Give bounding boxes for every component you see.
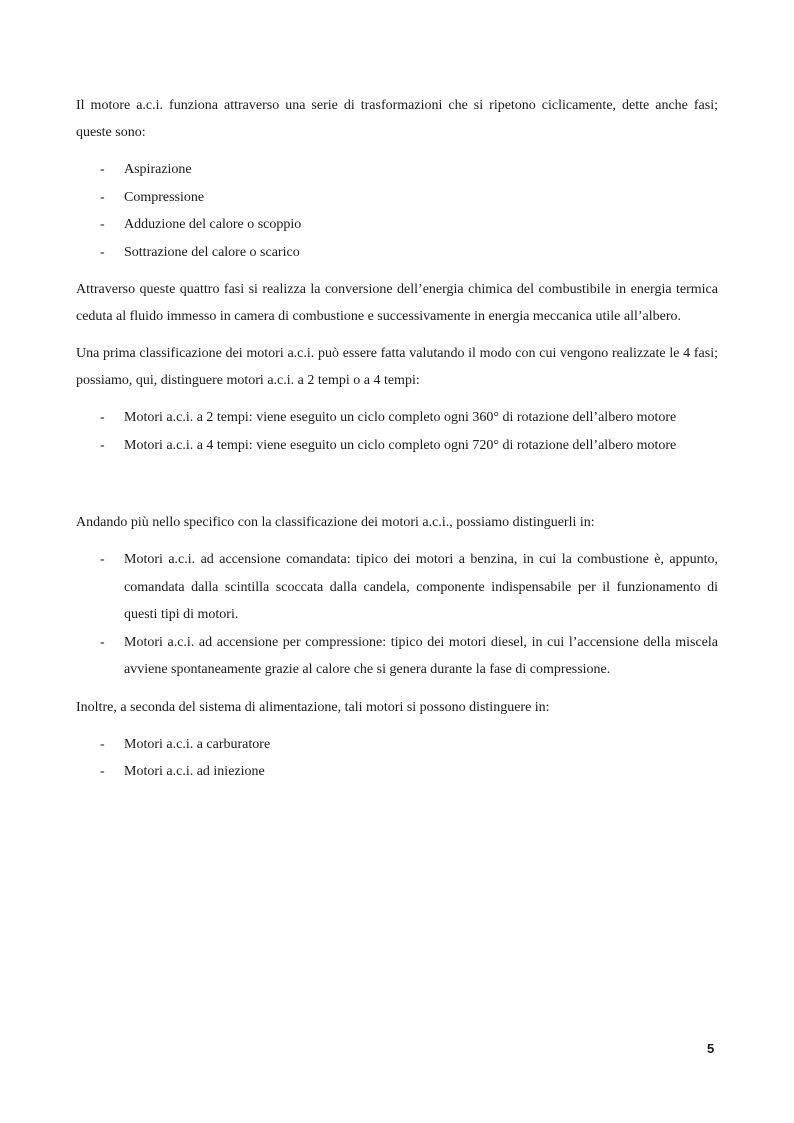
list-item-text: Adduzione del calore o scoppio — [124, 217, 302, 232]
ignition-list — [76, 546, 718, 684]
conversion-paragraph: Attraverso queste quattro fasi si realizza la conversione dell’energia chimica del combustibile in energia termica ceduta al fluido immesso in camera di combustione e successivamente in energia meccanica utile all’albero. — [76, 282, 718, 324]
phases-list — [76, 156, 718, 266]
list-item — [76, 432, 718, 460]
specific-classification-paragraph: Andando più nello specifico con la classificazione dei motori a.c.i., possiamo distinguerli in: — [76, 515, 595, 530]
intro-paragraph: Il motore a.c.i. funziona attraverso una serie di trasformazioni che si ripetono ciclicamente, dette anche fasi; queste sono: — [76, 98, 718, 140]
classification-paragraph: Una prima classificazione dei motori a.c.i. può essere fatta valutando il modo con cui vengono realizzate le 4 fasi; possiamo, qui, distinguere motori a.c.i. a 2 tempi o a 4 tempi: — [76, 346, 718, 388]
list-item-text: Motori a.c.i. a carburatore — [124, 736, 271, 752]
list-item — [76, 184, 718, 212]
bullet-dash: - — [100, 736, 105, 752]
list-item — [76, 156, 718, 184]
strokes-list — [76, 404, 718, 459]
page-number: 5 — [707, 1041, 715, 1056]
list-item-text: Motori a.c.i. a 4 tempi: viene eseguito un ciclo completo ogni 720° di rotazione dell’albero motore — [124, 437, 677, 453]
bullet-dash: - — [100, 437, 105, 453]
bullet-dash: - — [100, 162, 105, 177]
list-item-text: Aspirazione — [124, 162, 192, 177]
list-item-text: Motori a.c.i. a 2 tempi: viene eseguito un ciclo completo ogni 360° di rotazione dell’albero motore — [124, 410, 677, 425]
list-item-text: Compressione — [124, 189, 205, 205]
list-item — [76, 629, 718, 684]
list-item — [76, 211, 718, 239]
bullet-dash: - — [100, 244, 105, 260]
bullet-dash: - — [100, 764, 105, 779]
list-item-text: Sottrazione del calore o scarico — [124, 244, 300, 260]
section-spacer — [76, 469, 718, 509]
list-item — [76, 546, 718, 629]
list-item — [76, 731, 718, 759]
bullet-dash: - — [100, 552, 105, 567]
list-item-text: Motori a.c.i. ad accensione per compressione: tipico dei motori diesel, in cui l’accensione della miscela avviene spontaneamente grazie al calore che si genera durante la fase di compressione. — [124, 634, 718, 677]
document-page — [76, 92, 718, 796]
list-item-text: Motori a.c.i. ad iniezione — [124, 764, 265, 779]
list-item — [76, 239, 718, 267]
bullet-dash: - — [100, 410, 105, 425]
bullet-dash: - — [100, 217, 105, 232]
list-item-text: Motori a.c.i. ad accensione comandata: tipico dei motori a benzina, in cui la combustione è, appunto, comandata dalla scintilla scoccata dalla candela, componente indispensabile per il funzionamento di questi tipi di motori. — [124, 552, 718, 622]
feeding-paragraph: Inoltre, a seconda del sistema di alimentazione, tali motori si possono distinguere in: — [76, 699, 550, 715]
feeding-list — [76, 731, 718, 786]
list-item — [76, 758, 718, 786]
list-item — [76, 404, 718, 432]
bullet-dash: - — [100, 189, 105, 205]
bullet-dash: - — [100, 634, 105, 650]
